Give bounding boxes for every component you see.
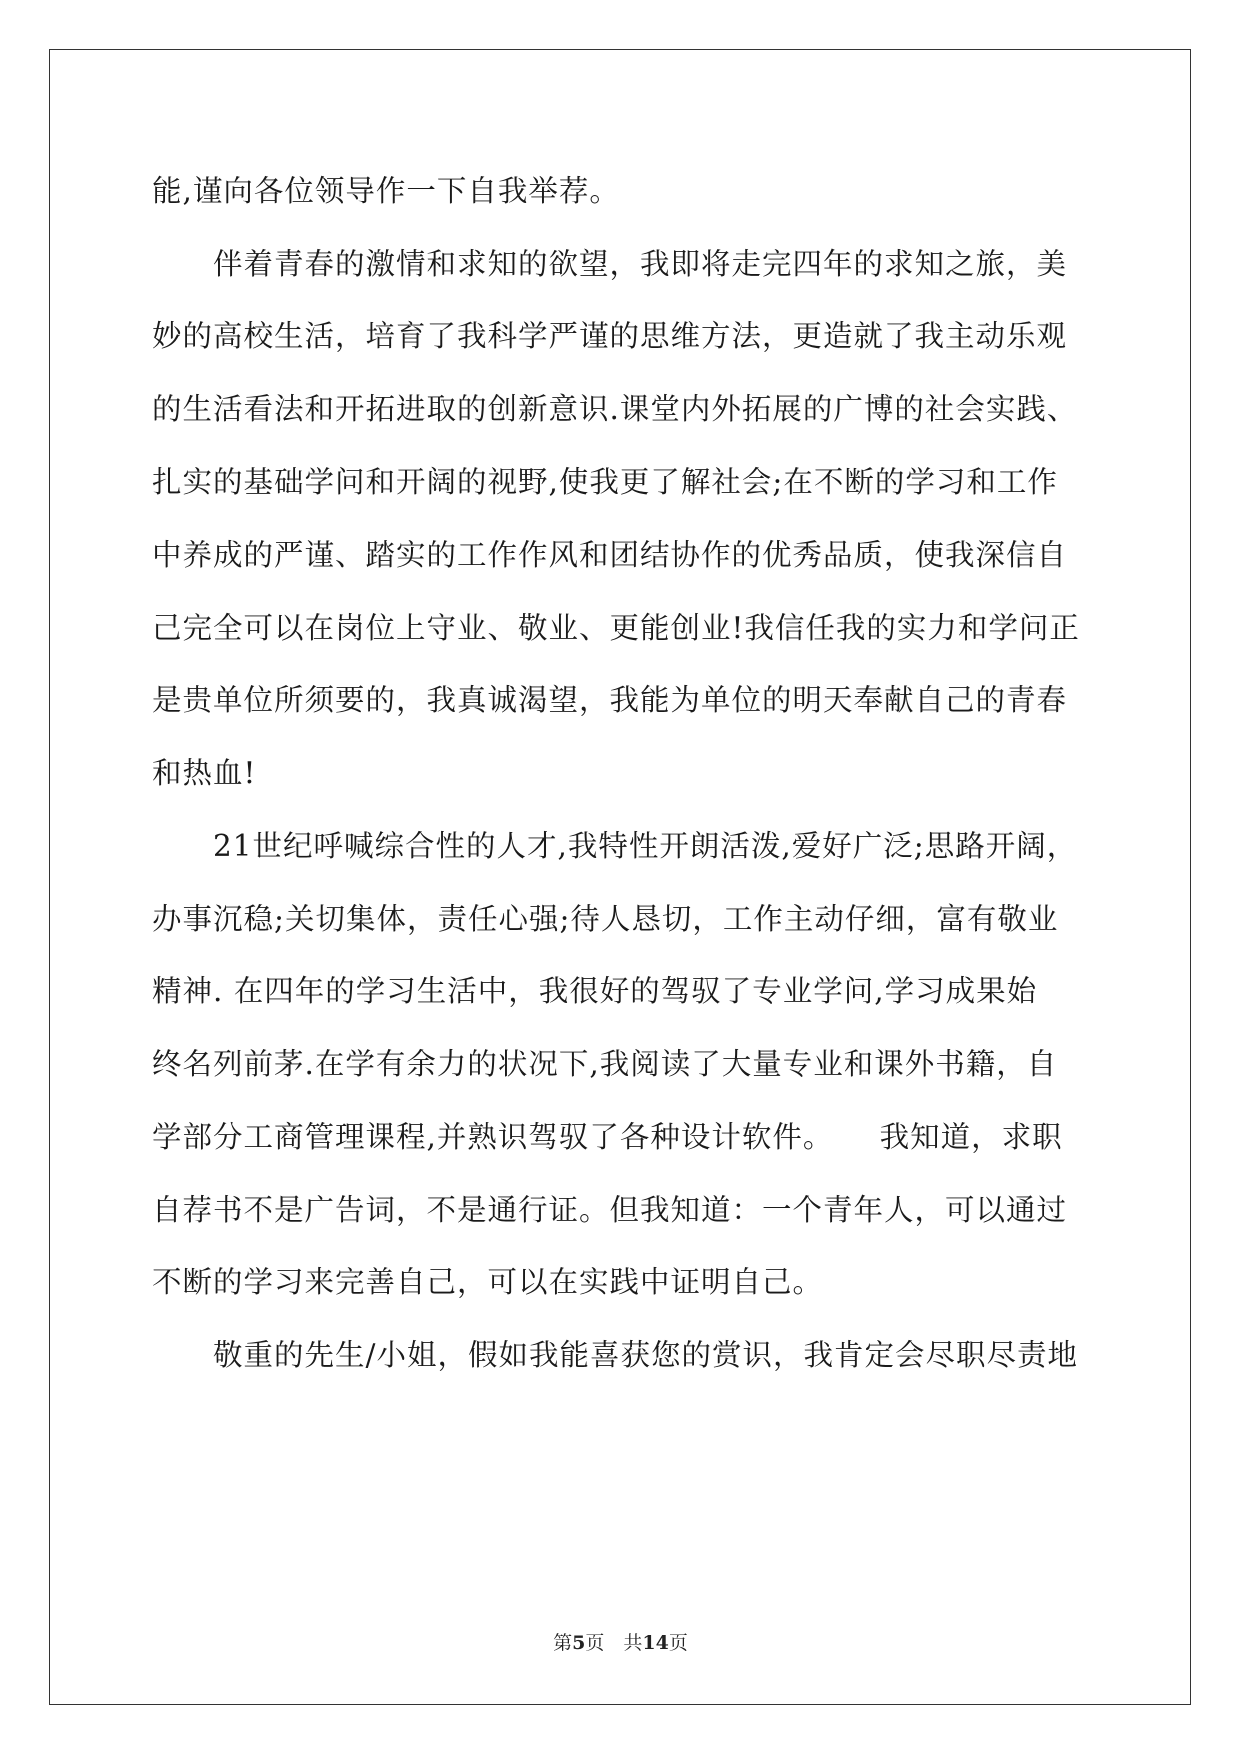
text-line: 扎实的基础学问和开阔的视野,使我更了解社会;在不断的学习和工作 (152, 465, 1058, 499)
text-line: 学部分工商管理课程,并熟识驾驭了各种设计软件。 我知道，求职 (152, 1120, 1063, 1154)
text-line: 办事沉稳;关切集体，责任心强;待人恳切，工作主动仔细，富有敬业 (152, 902, 1059, 936)
footer-page-suffix: 页 (668, 1632, 688, 1654)
text-line: 21世纪呼喊综合性的人才,我特性开朗活泼,爱好广泛;思路开阔， (152, 829, 1078, 863)
text-line: 不断的学习来完善自己，可以在实践中证明自己。 (152, 1265, 824, 1299)
text-line: 的生活看法和开拓进取的创新意识.课堂内外拓展的广博的社会实践、 (152, 392, 1078, 426)
page-border (49, 49, 1191, 1705)
text-line: 己完全可以在岗位上守业、敬业、更能创业!我信任我的实力和学问正 (152, 611, 1080, 645)
text-line: 终名列前茅.在学有余力的状况下,我阅读了大量专业和课外书籍，自 (152, 1047, 1058, 1081)
text-line: 是贵单位所须要的，我真诚渴望，我能为单位的明天奉献自己的青春 (152, 683, 1068, 717)
text-line: 伴着青春的激情和求知的欲望，我即将走完四年的求知之旅，美 (152, 247, 1068, 281)
text-line: 中养成的严谨、踏实的工作作风和团结协作的优秀品质，使我深信自 (152, 538, 1068, 572)
footer-page-mid: 页 共 (585, 1632, 643, 1654)
footer-page-current: 5 (572, 1632, 586, 1654)
page-footer (0, 1631, 1241, 1655)
text-line: 敬重的先生/小姐，假如我能喜获您的赏识，我肯定会尽职尽责地 (152, 1338, 1078, 1372)
text-line: 精神. 在四年的学习生活中，我很好的驾驭了专业学问,学习成果始 (152, 974, 1038, 1008)
text-line: 和热血! (152, 756, 257, 790)
text-line: 妙的高校生活，培育了我科学严谨的思维方法，更造就了我主动乐观 (152, 319, 1068, 353)
footer-page-prefix: 第 (553, 1632, 573, 1654)
text-line: 能,谨向各位领导作一下自我举荐。 (152, 174, 620, 208)
text-line: 自荐书不是广告词，不是通行证。但我知道：一个青年人，可以通过 (152, 1193, 1068, 1227)
footer-page-total: 14 (642, 1632, 669, 1654)
